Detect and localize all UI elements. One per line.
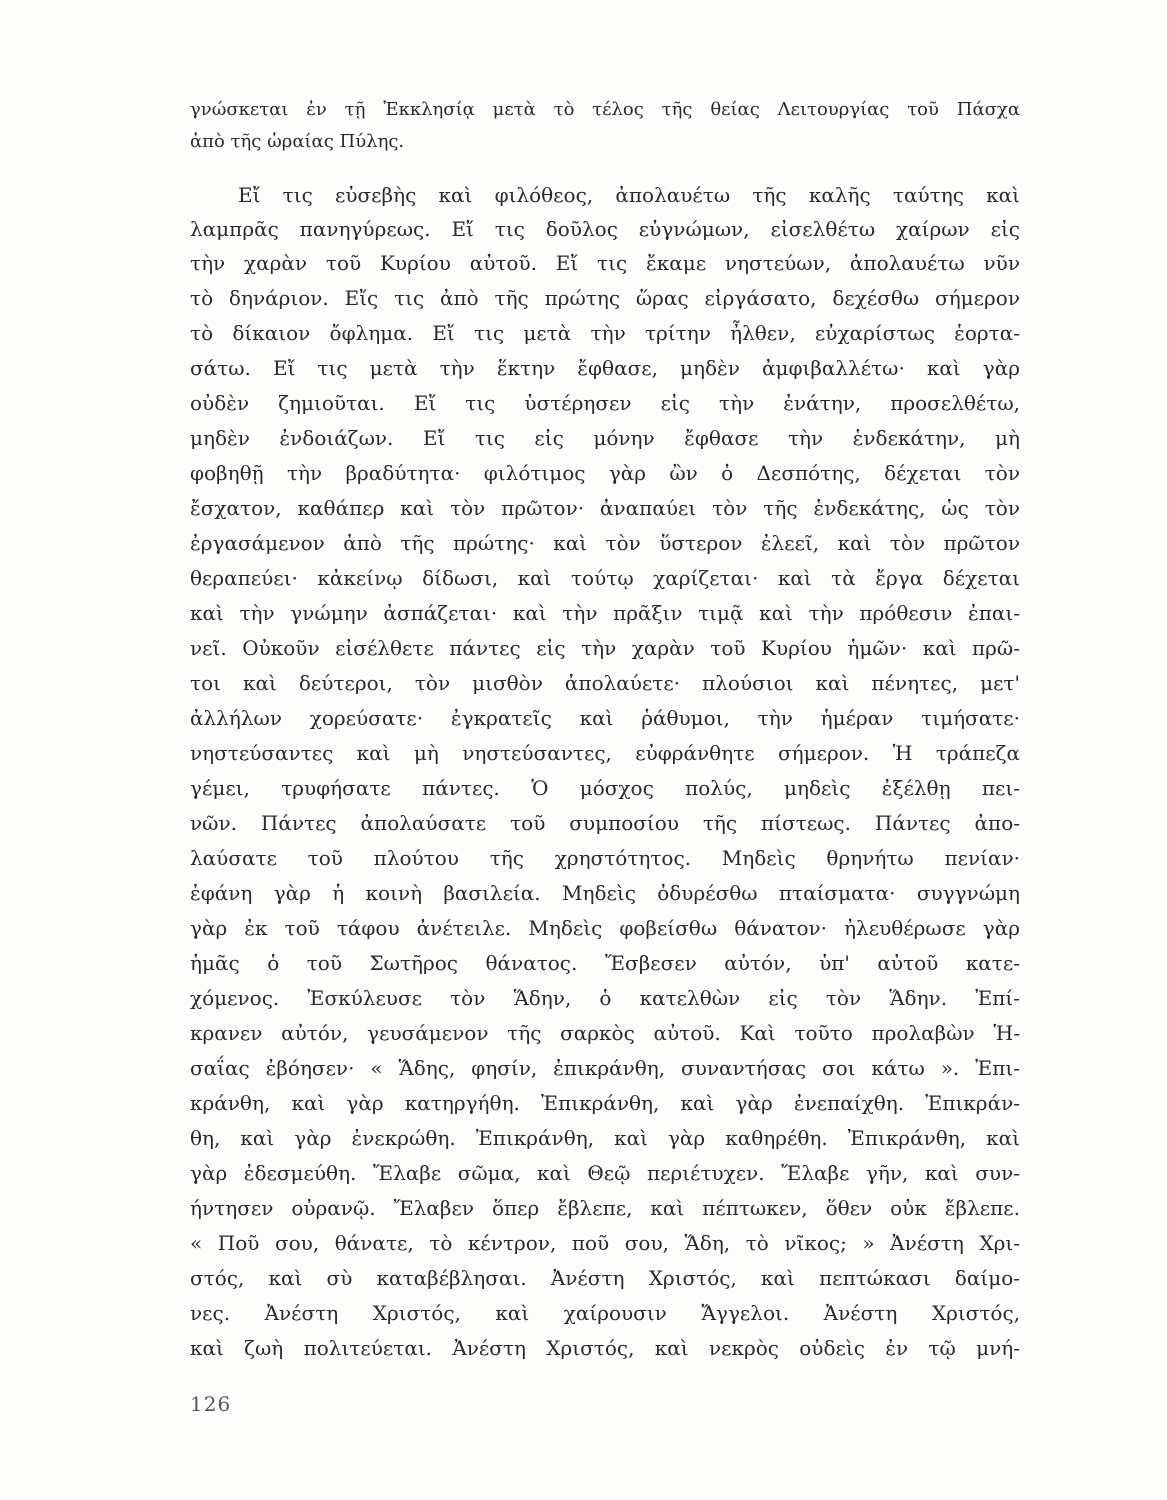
page-number: 126 [190, 1392, 232, 1416]
text-line: λαύσατε τοῦ πλούτου τῆς χρηστότητος. Μηδεὶς θρηνήτω πενίαν· [190, 846, 1020, 870]
text-line: νηστεύσαντες καὶ μὴ νηστεύσαντες, εὐφράνθητε σήμερον. Ἡ τράπεζα [190, 741, 1020, 765]
text-line: καὶ τὴν γνώμην ἀσπάζεται· καὶ τὴν πρᾶξιν τιμᾷ καὶ τὴν πρόθεσιν ἐπαι- [190, 601, 1020, 625]
text-line: χόμενος. Ἐσκύλευσε τὸν Ἅδην, ὁ κατελθὼν εἰς τὸν Ἅδην. Ἐπί- [190, 986, 1020, 1010]
text-line: μηδὲν ἐνδοιάζων. Εἴ τις εἰς μόνην ἔφθασε τὴν ἑνδεκάτην, μὴ [190, 426, 1020, 450]
text-line: στός, καὶ σὺ καταβέβλησαι. Ἀνέστη Χριστός, καὶ πεπτώκασι δαίμο- [190, 1266, 1020, 1290]
text-line: ἐφάνη γὰρ ἡ κοινὴ βασιλεία. Μηδεὶς ὀδυρέσθω πταίσματα· συγγνώμη [190, 881, 1020, 905]
text-line: « Ποῦ σου, θάνατε, τὸ κέντρον, ποῦ σου, Ἅδη, τὸ νῖκος; » Ἀνέστη Χρι- [190, 1231, 1020, 1255]
text-line: νεῖ. Οὐκοῦν εἰσέλθετε πάντες εἰς τὴν χαρὰν τοῦ Κυρίου ἡμῶν· καὶ πρῶ- [190, 636, 1020, 660]
text-line: ἔσχατον, καθάπερ καὶ τὸν πρῶτον· ἀναπαύει τὸν τῆς ἑνδεκάτης, ὡς τὸν [190, 496, 1020, 520]
text-line: νες. Ἀνέστη Χριστός, καὶ χαίρουσιν Ἄγγελοι. Ἀνέστη Χριστός, [190, 1301, 1020, 1325]
text-line: ἀλλήλων χορεύσατε· ἐγκρατεῖς καὶ ῥάθυμοι, τὴν ἡμέραν τιμήσατε· [190, 706, 1020, 730]
text-line: ήντησεν οὐρανῷ. Ἔλαβεν ὅπερ ἔβλεπε, καὶ πέπτωκεν, ὅθεν οὐκ ἔβλεπε. [190, 1196, 1020, 1220]
text-line: νῶν. Πάντες ἀπολαύσατε τοῦ συμποσίου τῆς πίστεως. Πάντες ἀπο- [190, 811, 1020, 835]
text-line: λαμπρᾶς πανηγύρεως. Εἴ τις δοῦλος εὐγνώμων, εἰσελθέτω χαίρων εἰς [190, 217, 1020, 241]
text-line: καὶ ζωὴ πολιτεύεται. Ἀνέστη Χριστός, καὶ νεκρὸς οὐδεὶς ἐν τῷ μνή- [190, 1336, 1020, 1360]
text-line: οὐδὲν ζημιοῦται. Εἴ τις ὑστέρησεν εἰς τὴν ἐνάτην, προσελθέτω, [190, 391, 1020, 415]
text-line: κρανεν αὐτόν, γευσάμενον τῆς σαρκὸς αὐτοῦ. Καὶ τοῦτο προλαβὼν Ἡ- [190, 1021, 1020, 1045]
text-line: τοι καὶ δεύτεροι, τὸν μισθὸν ἀπολαύετε· πλούσιοι καὶ πένητες, μετ' [190, 671, 1020, 695]
text-line: κράνθη, καὶ γὰρ κατηργήθη. Ἐπικράνθη, καὶ γὰρ ἐνεπαίχθη. Ἐπικράν- [190, 1091, 1020, 1115]
text-line: Εἴ τις εὐσεβὴς καὶ φιλόθεος, ἀπολαυέτω τῆς καλῆς ταύτης καὶ [238, 183, 1020, 207]
text-line: τὸ δηνάριον. Εἴς τις ἀπὸ τῆς πρώτης ὥρας εἰργάσατο, δεχέσθω σήμερον [190, 286, 1020, 310]
text-line: θεραπεύει· κἀκείνῳ δίδωσι, καὶ τούτῳ χαρίζεται· καὶ τὰ ἔργα δέχεται [190, 566, 1020, 590]
text-line: θη, καὶ γὰρ ἐνεκρώθη. Ἐπικράνθη, καὶ γὰρ καθηρέθη. Ἐπικράνθη, καὶ [190, 1126, 1020, 1150]
text-line: σαΐας ἐβόησεν· « Ἅδης, φησίν, ἐπικράνθη, συναντήσας σοι κάτω ». Ἐπι- [190, 1056, 1020, 1080]
text-line: ἡμᾶς ὁ τοῦ Σωτῆρος θάνατος. Ἔσβεσεν αὐτόν, ὑπ' αὐτοῦ κατε- [190, 951, 1020, 975]
text-line: γνώσκεται ἐν τῇ Ἐκκλησίᾳ μετὰ τὸ τέλος τῆς θείας Λειτουργίας τοῦ Πάσχα [190, 99, 1020, 120]
text-line: γὰρ ἐδεσμεύθη. Ἔλαβε σῶμα, καὶ Θεῷ περιέτυχεν. Ἔλαβε γῆν, καὶ συν- [190, 1161, 1020, 1185]
text-line: σάτω. Εἴ τις μετὰ τὴν ἕκτην ἔφθασε, μηδὲν ἀμφιβαλλέτω· καὶ γὰρ [190, 356, 1020, 380]
text-line: τὴν χαρὰν τοῦ Κυρίου αὐτοῦ. Εἴ τις ἔκαμε νηστεύων, ἀπολαυέτω νῦν [190, 251, 1020, 275]
text-line: γέμει, τρυφήσατε πάντες. Ὁ μόσχος πολύς, μηδεὶς ἐξέλθῃ πει- [190, 776, 1020, 800]
text-line: ἀπὸ τῆς ὡραίας Πύλης. [190, 131, 405, 152]
text-line: γὰρ ἐκ τοῦ τάφου ἀνέτειλε. Μηδεὶς φοβείσθω θάνατον· ἠλευθέρωσε γὰρ [190, 916, 1020, 940]
text-line: ἐργασάμενον ἀπὸ τῆς πρώτης· καὶ τὸν ὕστερον ἐλεεῖ, καὶ τὸν πρῶτον [190, 531, 1020, 555]
text-line: φοβηθῇ τὴν βραδύτητα· φιλότιμος γὰρ ὢν ὁ Δεσπότης, δέχεται τὸν [190, 461, 1020, 485]
text-line: τὸ δίκαιον ὄφλημα. Εἴ τις μετὰ τὴν τρίτην ἦλθεν, εὐχαρίστως ἑορτα- [190, 321, 1020, 345]
